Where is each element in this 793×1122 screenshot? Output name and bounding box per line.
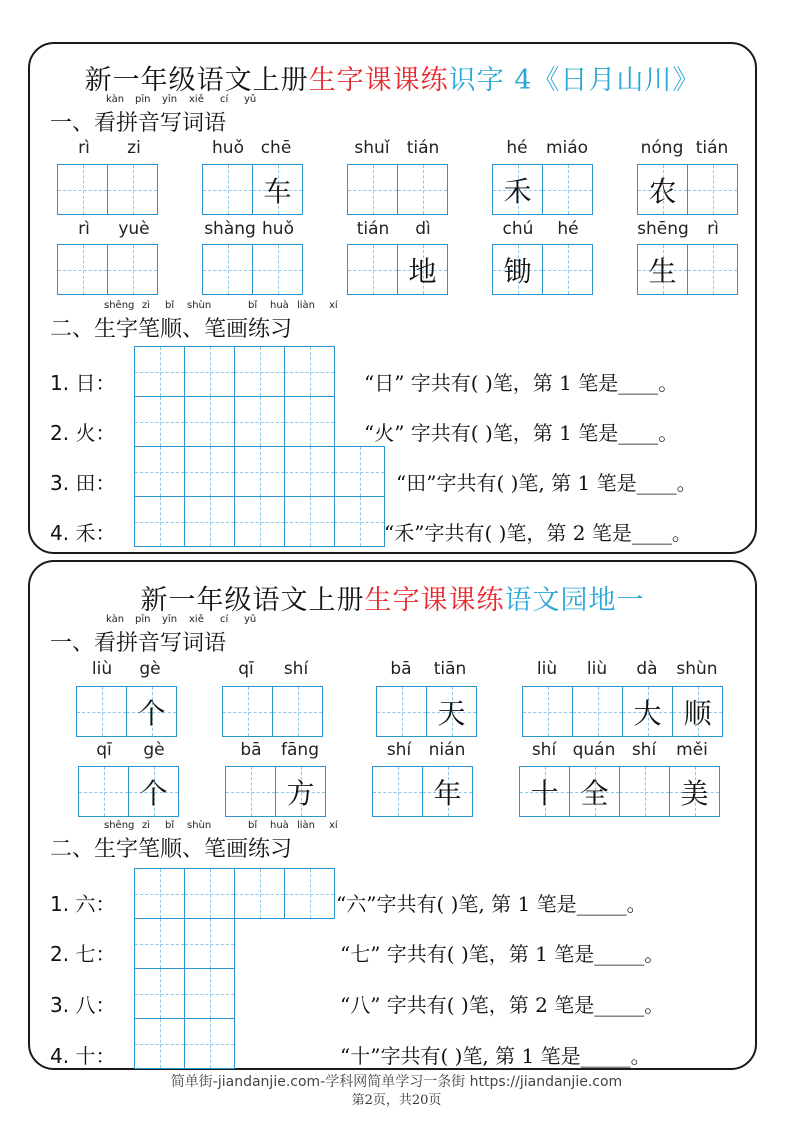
writing-box[interactable] — [622, 686, 673, 737]
writing-box[interactable] — [128, 766, 179, 817]
given-character: 全 — [580, 776, 609, 810]
section-pinyin: xiě — [189, 614, 204, 625]
section-pinyin: xí — [329, 300, 338, 311]
writing-box[interactable] — [275, 766, 326, 817]
stroke-row-label: 2. 七： — [50, 942, 116, 966]
section-pinyin: cí — [220, 614, 229, 625]
writing-box[interactable] — [687, 244, 738, 295]
stroke-question: “禾”字共有( )笔，第 2 笔是____。 — [384, 521, 692, 545]
stroke-question: “八” 字共有( )笔，第 2 笔是_____。 — [340, 993, 665, 1017]
writing-box[interactable] — [76, 686, 127, 737]
stroke-box[interactable] — [184, 868, 235, 919]
stroke-box[interactable] — [284, 396, 335, 447]
section-pinyin: shēng — [104, 300, 135, 311]
given-character: 车 — [263, 174, 292, 208]
section-pinyin: zì — [142, 820, 151, 831]
section-pinyin: shēng — [104, 820, 135, 831]
writing-box[interactable] — [426, 686, 477, 737]
stroke-row-label: 4. 十： — [50, 1044, 116, 1068]
given-character: 农 — [648, 174, 677, 208]
given-character: 地 — [408, 254, 437, 288]
stroke-question: “火” 字共有( )笔，第 1 笔是____。 — [364, 421, 679, 445]
pinyin-label: shēng — [637, 219, 689, 239]
stroke-box[interactable] — [184, 968, 235, 1019]
card2-title: 新一年级语文上册生字课课练语文园地一 — [140, 585, 645, 616]
pinyin-label: gè — [143, 740, 165, 760]
pinyin-label: liù — [586, 659, 608, 679]
pinyin-label: chē — [260, 138, 292, 158]
source-footer: 简单街-jiandanjie.com-学科网简单学习一条街 https://jiandanjie.com — [170, 1074, 623, 1090]
stroke-box[interactable] — [134, 496, 185, 547]
writing-box[interactable] — [519, 766, 570, 817]
section-pinyin: liàn — [297, 300, 316, 311]
given-character: 天 — [437, 696, 466, 730]
section-pinyin: cí — [220, 94, 229, 105]
pinyin-label: tián — [695, 138, 729, 158]
stroke-row-label: 1. 六： — [50, 892, 116, 916]
stroke-box[interactable] — [334, 496, 385, 547]
writing-box[interactable] — [372, 766, 423, 817]
pinyin-label: shí — [531, 740, 557, 760]
writing-box[interactable] — [637, 164, 688, 215]
writing-box[interactable] — [542, 164, 593, 215]
pinyin-label: tián — [356, 219, 390, 239]
section-pinyin: shùn — [187, 300, 212, 311]
writing-box[interactable] — [422, 766, 473, 817]
section-pinyin: pīn — [135, 614, 151, 625]
pinyin-label: bā — [390, 659, 412, 679]
given-character: 个 — [137, 696, 166, 730]
given-character: 生 — [648, 254, 677, 288]
pinyin-label: hé — [557, 219, 579, 239]
pinyin-label: tián — [406, 138, 440, 158]
section-pinyin: bǐ — [165, 300, 175, 311]
pinyin-label: huǒ — [262, 219, 294, 239]
writing-box[interactable] — [222, 686, 273, 737]
stroke-question: “六”字共有( )笔, 第 1 笔是_____。 — [336, 892, 647, 916]
section-pinyin: kàn — [106, 614, 125, 625]
worksheet-card-2 — [28, 560, 757, 1070]
writing-box[interactable] — [492, 244, 543, 295]
worksheet-card-1 — [28, 42, 757, 554]
writing-box[interactable] — [397, 244, 448, 295]
section-pinyin: yīn — [162, 94, 178, 105]
pinyin-label: huǒ — [212, 138, 244, 158]
writing-box[interactable] — [669, 766, 720, 817]
writing-box[interactable] — [57, 164, 108, 215]
section-pinyin: xí — [329, 820, 338, 831]
given-character: 十 — [530, 776, 559, 810]
stroke-box[interactable] — [134, 868, 185, 919]
pinyin-label: liù — [536, 659, 558, 679]
writing-box[interactable] — [619, 766, 670, 817]
writing-box[interactable] — [492, 164, 543, 215]
pinyin-label: zi — [127, 138, 141, 158]
section1-title: 一、看拼音写词语 — [50, 631, 227, 656]
pinyin-label: rì — [78, 219, 90, 239]
stroke-box[interactable] — [234, 496, 285, 547]
card1-title: 新一年级语文上册生字课课练识字 4《日月山川》 — [84, 65, 701, 96]
stroke-box[interactable] — [334, 446, 385, 497]
section-pinyin: bǐ — [248, 820, 258, 831]
pinyin-label: shí — [283, 659, 309, 679]
stroke-row-label: 4. 禾： — [50, 521, 116, 545]
pinyin-label: shí — [631, 740, 657, 760]
pinyin-label: nián — [428, 740, 466, 760]
given-character: 禾 — [503, 174, 532, 208]
stroke-box[interactable] — [234, 396, 285, 447]
writing-box[interactable] — [347, 164, 398, 215]
section-pinyin: huà — [270, 300, 289, 311]
section-pinyin: shùn — [187, 820, 212, 831]
given-character: 个 — [139, 776, 168, 810]
writing-box[interactable] — [202, 164, 253, 215]
given-character: 锄 — [503, 254, 532, 288]
pinyin-label: shàng — [204, 219, 256, 239]
pinyin-label: bā — [240, 740, 262, 760]
stroke-box[interactable] — [284, 446, 335, 497]
section-pinyin: yǔ — [244, 94, 257, 105]
writing-box[interactable] — [225, 766, 276, 817]
pinyin-label: chú — [502, 219, 534, 239]
stroke-box[interactable] — [134, 918, 185, 969]
pinyin-label: qī — [96, 740, 112, 760]
section-pinyin: bǐ — [248, 300, 258, 311]
pinyin-label: hé — [506, 138, 528, 158]
pinyin-label: gè — [139, 659, 161, 679]
stroke-box[interactable] — [134, 968, 185, 1019]
section-pinyin: kàn — [106, 94, 125, 105]
writing-box[interactable] — [107, 164, 158, 215]
section-pinyin: liàn — [297, 820, 316, 831]
pinyin-label: nóng — [640, 138, 684, 158]
section2-title: 二、生字笔顺、笔画练习 — [50, 837, 293, 862]
pinyin-label: shùn — [676, 659, 718, 679]
writing-box[interactable] — [78, 766, 129, 817]
stroke-box[interactable] — [234, 346, 285, 397]
writing-box[interactable] — [252, 244, 303, 295]
writing-box[interactable] — [637, 244, 688, 295]
stroke-box[interactable] — [134, 346, 185, 397]
section-pinyin: yǔ — [244, 614, 257, 625]
stroke-box[interactable] — [134, 1018, 185, 1069]
given-character: 年 — [433, 776, 462, 810]
writing-box[interactable] — [376, 686, 427, 737]
pinyin-label: rì — [78, 138, 90, 158]
writing-box[interactable] — [672, 686, 723, 737]
stroke-box[interactable] — [184, 346, 235, 397]
writing-box[interactable] — [252, 164, 303, 215]
pinyin-label: yuè — [118, 219, 150, 239]
writing-box[interactable] — [687, 164, 738, 215]
stroke-box[interactable] — [134, 446, 185, 497]
stroke-box[interactable] — [184, 396, 235, 447]
stroke-box[interactable] — [184, 446, 235, 497]
pinyin-label: shuǐ — [354, 138, 390, 158]
writing-box[interactable] — [202, 244, 253, 295]
stroke-question: “日” 字共有( )笔，第 1 笔是____。 — [364, 371, 679, 395]
section2-title: 二、生字笔顺、笔画练习 — [50, 317, 293, 342]
stroke-box[interactable] — [134, 396, 185, 447]
stroke-box[interactable] — [284, 868, 335, 919]
given-character: 大 — [633, 696, 662, 730]
stroke-box[interactable] — [184, 918, 235, 969]
section-pinyin: bǐ — [165, 820, 175, 831]
section-pinyin: huà — [270, 820, 289, 831]
writing-box[interactable] — [572, 686, 623, 737]
pinyin-label: dì — [415, 219, 431, 239]
writing-box[interactable] — [126, 686, 177, 737]
stroke-box[interactable] — [284, 346, 335, 397]
page-number: 第2页，共20页 — [351, 1093, 442, 1108]
given-character: 方 — [286, 776, 315, 810]
pinyin-label: měi — [676, 740, 708, 760]
stroke-box[interactable] — [234, 868, 285, 919]
section-pinyin: pīn — [135, 94, 151, 105]
given-character: 顺 — [683, 696, 712, 730]
section1-title: 一、看拼音写词语 — [50, 111, 227, 136]
pinyin-label: fāng — [281, 740, 319, 760]
stroke-row-label: 3. 八： — [50, 993, 116, 1017]
writing-box[interactable] — [347, 244, 398, 295]
stroke-box[interactable] — [184, 496, 235, 547]
stroke-row-label: 3. 田： — [50, 471, 116, 495]
stroke-row-label: 1. 日： — [50, 371, 116, 395]
writing-box[interactable] — [522, 686, 573, 737]
stroke-box[interactable] — [284, 496, 335, 547]
section-pinyin: yīn — [162, 614, 178, 625]
writing-box[interactable] — [272, 686, 323, 737]
stroke-question: “七” 字共有( )笔，第 1 笔是_____。 — [340, 942, 665, 966]
pinyin-label: liù — [91, 659, 113, 679]
pinyin-label: dà — [636, 659, 658, 679]
pinyin-label: quán — [572, 740, 616, 760]
writing-box[interactable] — [397, 164, 448, 215]
given-character: 美 — [680, 776, 709, 810]
writing-box[interactable] — [107, 244, 158, 295]
stroke-box[interactable] — [234, 446, 285, 497]
writing-box[interactable] — [569, 766, 620, 817]
pinyin-label: shí — [386, 740, 412, 760]
pinyin-label: qī — [238, 659, 254, 679]
writing-box[interactable] — [57, 244, 108, 295]
section-pinyin: zì — [142, 300, 151, 311]
stroke-box[interactable] — [184, 1018, 235, 1069]
pinyin-label: rì — [707, 219, 719, 239]
stroke-question: “田”字共有( )笔, 第 1 笔是____。 — [396, 471, 697, 495]
pinyin-label: miáo — [545, 138, 589, 158]
writing-box[interactable] — [542, 244, 593, 295]
pinyin-label: tiān — [433, 659, 467, 679]
stroke-row-label: 2. 火： — [50, 421, 116, 445]
stroke-question: “十”字共有( )笔, 第 1 笔是_____。 — [340, 1044, 651, 1068]
section-pinyin: xiě — [189, 94, 204, 105]
